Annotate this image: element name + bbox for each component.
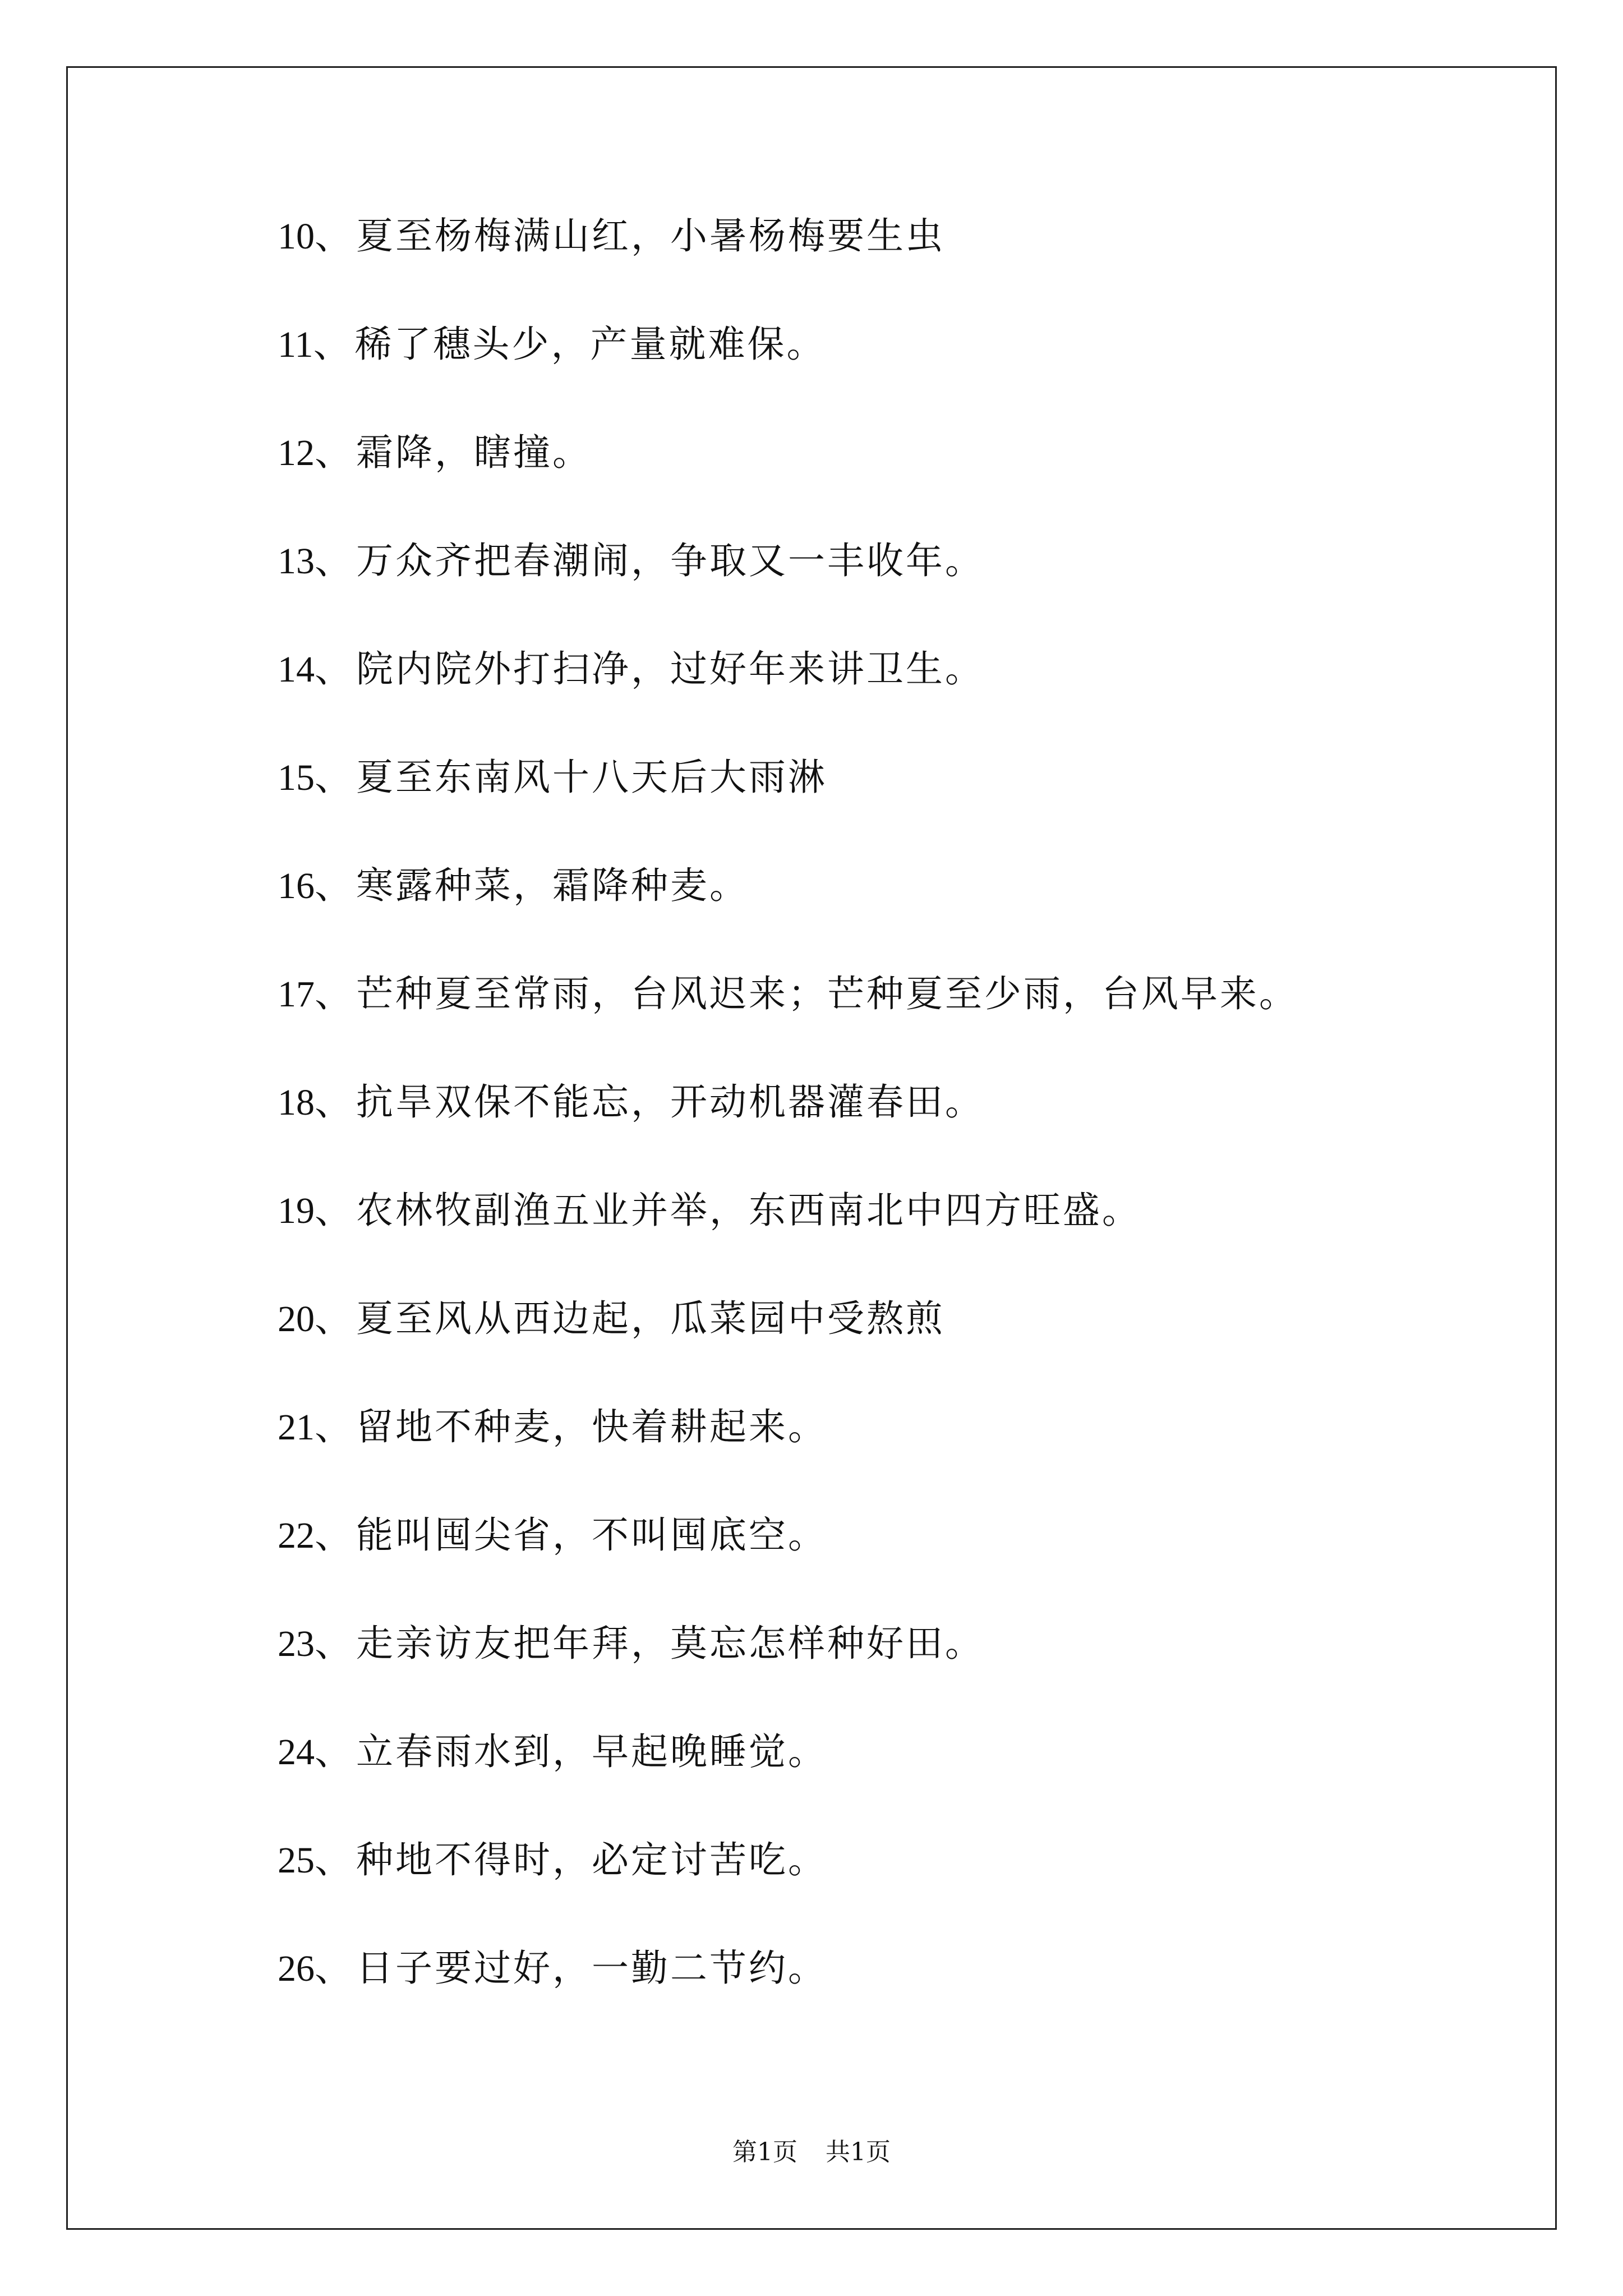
item-text: 农林牧副渔五业并举，东西南北中四方旺盛。 bbox=[356, 1189, 1141, 1232]
item-number: 14 bbox=[278, 649, 315, 690]
item-separator: 、 bbox=[315, 1405, 354, 1448]
item-text: 寒露种菜，霜降种麦。 bbox=[356, 864, 749, 907]
item-number: 13 bbox=[278, 541, 315, 582]
item-number: 23 bbox=[278, 1623, 315, 1664]
item-number: 18 bbox=[278, 1082, 315, 1123]
item-text: 夏至风从西边起，瓜菜园中受熬煎 bbox=[356, 1297, 945, 1340]
item-separator: 、 bbox=[315, 431, 354, 474]
item-number: 16 bbox=[278, 866, 315, 907]
item-separator: 、 bbox=[313, 323, 353, 366]
item-separator: 、 bbox=[315, 972, 354, 1015]
list-item bbox=[278, 539, 1511, 651]
item-number: 15 bbox=[278, 757, 315, 798]
page-total: 共1页 bbox=[826, 2138, 891, 2166]
list-item bbox=[278, 864, 1511, 976]
item-number: 20 bbox=[278, 1299, 315, 1340]
list-item bbox=[278, 1622, 1511, 1733]
item-text: 夏至东南风十八天后大雨淋 bbox=[356, 756, 827, 799]
item-number: 10 bbox=[278, 216, 315, 257]
list-item bbox=[278, 1189, 1511, 1300]
list-item bbox=[278, 1297, 1511, 1409]
list-item bbox=[278, 431, 1511, 542]
item-separator: 、 bbox=[315, 1838, 354, 1881]
list-item bbox=[278, 323, 1511, 434]
item-separator: 、 bbox=[315, 756, 354, 799]
item-number: 11 bbox=[278, 324, 313, 365]
item-separator: 、 bbox=[315, 1730, 354, 1773]
item-number: 12 bbox=[278, 432, 315, 473]
item-separator: 、 bbox=[315, 1513, 354, 1557]
item-number: 19 bbox=[278, 1190, 315, 1231]
list-item bbox=[278, 214, 1511, 326]
proverb-list bbox=[278, 214, 1511, 2058]
item-text: 芒种夏至常雨，台风迟来；芒种夏至少雨，台风早来。 bbox=[356, 972, 1298, 1015]
list-item bbox=[278, 647, 1511, 759]
item-text: 立春雨水到，早起晚睡觉。 bbox=[356, 1730, 827, 1773]
item-separator: 、 bbox=[315, 1080, 354, 1124]
list-item bbox=[278, 1080, 1511, 1192]
item-separator: 、 bbox=[315, 1189, 354, 1232]
item-number: 25 bbox=[278, 1840, 315, 1881]
item-separator: 、 bbox=[315, 539, 354, 582]
list-item bbox=[278, 1405, 1511, 1517]
item-separator: 、 bbox=[315, 864, 354, 907]
item-text: 抗旱双保不能忘，开动机器灌春田。 bbox=[356, 1080, 984, 1124]
item-text: 霜降，瞎撞。 bbox=[356, 431, 592, 474]
item-number: 21 bbox=[278, 1407, 315, 1448]
item-separator: 、 bbox=[315, 1297, 354, 1340]
item-number: 24 bbox=[278, 1732, 315, 1773]
page-footer bbox=[0, 2132, 1623, 2168]
item-text: 万众齐把春潮闹，争取又一丰收年。 bbox=[356, 539, 984, 582]
list-item bbox=[278, 1730, 1511, 1842]
list-item bbox=[278, 1947, 1511, 2058]
item-text: 留地不种麦，快着耕起来。 bbox=[356, 1405, 827, 1448]
item-text: 日子要过好，一勤二节约。 bbox=[356, 1947, 827, 1990]
list-item bbox=[278, 1838, 1511, 1950]
item-separator: 、 bbox=[315, 647, 354, 691]
list-item bbox=[278, 1513, 1511, 1625]
item-text: 种地不得时，必定讨苦吃。 bbox=[356, 1838, 827, 1881]
item-number: 17 bbox=[278, 974, 315, 1015]
item-text: 稀了穗头少，产量就难保。 bbox=[354, 323, 826, 366]
item-text: 院内院外打扫净，过好年来讲卫生。 bbox=[356, 647, 984, 691]
item-separator: 、 bbox=[315, 1622, 354, 1665]
page-number: 第1页 bbox=[732, 2138, 797, 2166]
list-item bbox=[278, 972, 1511, 1084]
item-separator: 、 bbox=[315, 1947, 354, 1990]
item-separator: 、 bbox=[315, 214, 354, 257]
item-text: 走亲访友把年拜，莫忘怎样种好田。 bbox=[356, 1622, 984, 1665]
item-number: 26 bbox=[278, 1948, 315, 1989]
item-text: 夏至杨梅满山红，小暑杨梅要生虫 bbox=[356, 214, 945, 257]
item-number: 22 bbox=[278, 1515, 315, 1556]
item-text: 能叫囤尖省，不叫囤底空。 bbox=[356, 1513, 827, 1557]
list-item bbox=[278, 756, 1511, 867]
